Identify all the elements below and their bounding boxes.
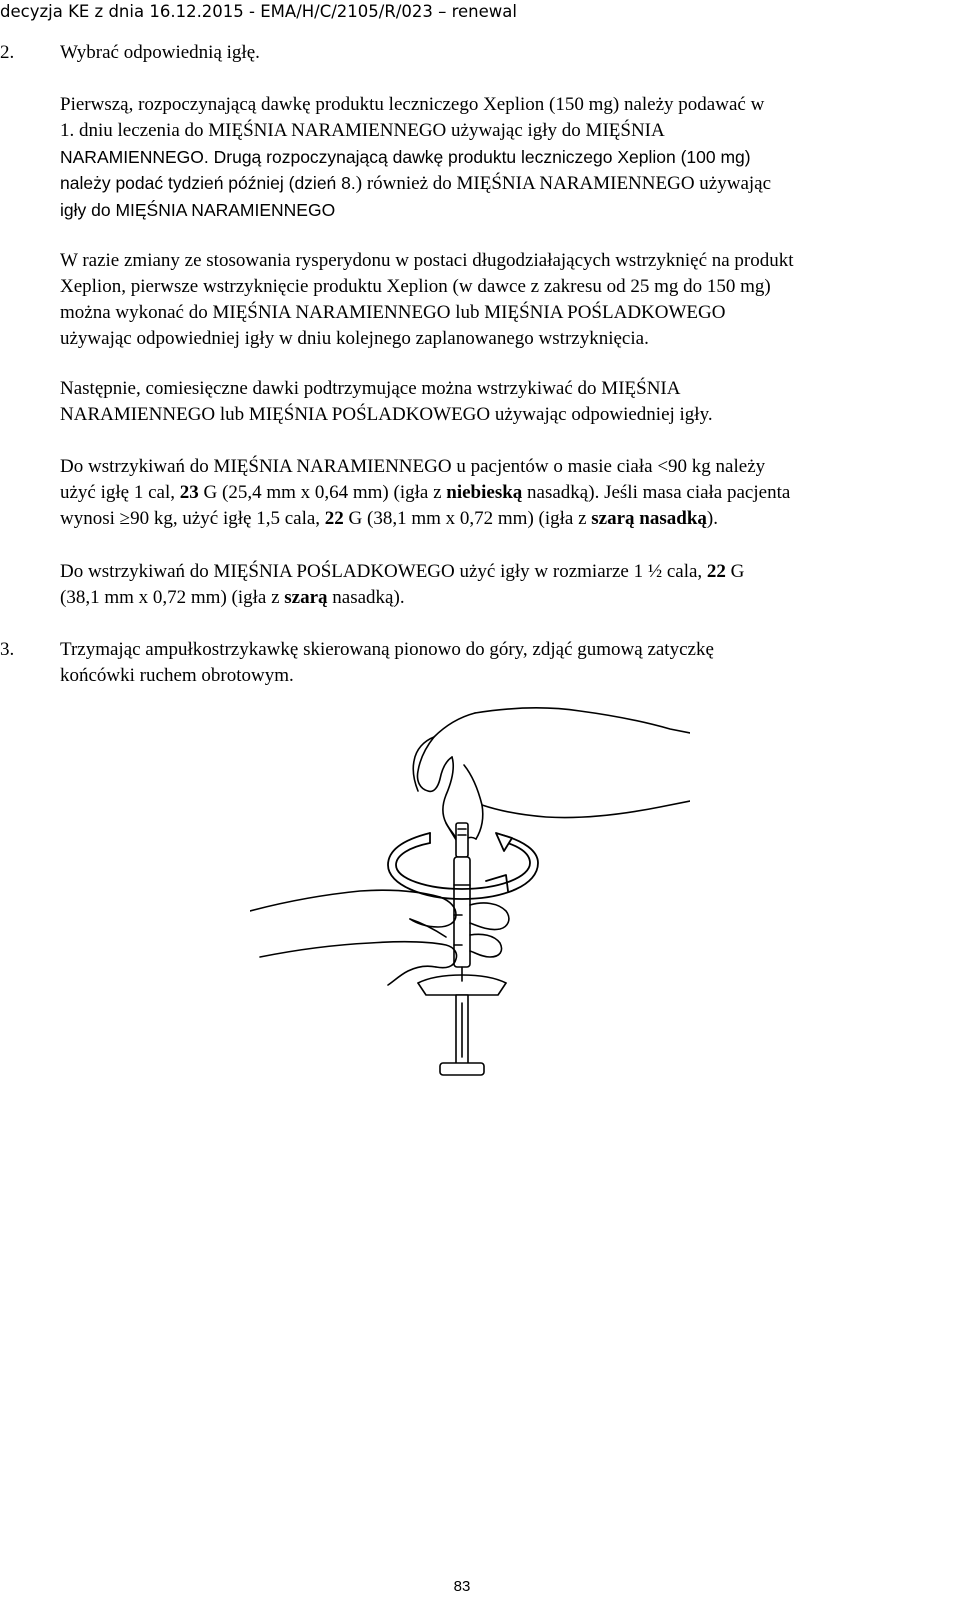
paragraph-gluteal-needle: Do wstrzykiwań do MIĘŚNIA POŚLADKOWEGO użyć igły w rozmiarze 1 ½ cala, 22 G (38,1 mm x 0,72 mm) (igła z szarą nasadką). — [60, 561, 745, 608]
paragraph-initial-doses: Pierwszą, rozpoczynającą dawkę produktu leczniczego Xeplion (150 mg) należy podawać w 1. dniu leczenia do MIĘŚNIA NARAMIENNEGO używając igły do MIĘŚNIA — [60, 94, 765, 141]
paragraph-switching: W razie zmiany ze stosowania rysperydonu w postaci długodziałających wstrzyknięć na produkt Xeplion, pierwsze wstrzyknięcie produktu Xeplion (w dawce z zakresu od 25 mg do 150 mg) można wykonać do MIĘŚNIA NARAMIENNEGO lub MIĘŚNIA POŚLADKOWEGO używając odpowiedniej igły w dniu kolejnego zaplanowanego wstrzyknięcia. — [60, 250, 794, 349]
step-2-title: Wybrać odpowiednią igłę. — [60, 42, 260, 63]
step-3-number: 3. — [0, 639, 15, 660]
paragraph-second-dose: NARAMIENNEGO. Drugą rozpoczynającą dawkę produktu leczniczego Xeplion (100 mg) należy podać tydzień później (dzień 8.) również do MIĘŚNIA NARAMIENNEGO używając igły do MIĘŚNIA NARAMIENNEGO — [60, 147, 772, 220]
greater-equal-symbol: ≥ — [119, 508, 131, 529]
syringe-icon — [418, 823, 506, 1075]
step-3-text: Trzymając ampułkostrzykawkę skierowaną pionowo do góry, zdjąć gumową zatyczkę końcówki ruchem obrotowym. — [60, 639, 714, 686]
paragraph-deltoid-needle: Do wstrzykiwań do MIĘŚNIA NARAMIENNEGO u pacjentów o masie ciała <90 kg należy użyć igłę 1 cal, 23 G (25,4 mm x 0,64 mm) (igła z niebieską nasadką). Jeśli masa ciała pacjenta wynosi ≥90 kg, użyć igłę 1,5 cala, 22 G (38,1 mm x 0,72 mm) (igła z szarą nasadką). — [60, 456, 791, 529]
page-number: 83 — [453, 1578, 471, 1595]
upper-hand-icon — [413, 708, 690, 845]
paragraph-maintenance: Następnie, comiesięczne dawki podtrzymujące można wstrzykiwać do MIĘŚNIA NARAMIENNEGO lub MIĘŚNIA POŚLADKOWEGO używając odpowiedniej igły. — [60, 378, 713, 425]
syringe-cap-removal-illustration — [250, 705, 690, 1095]
step-2-number: 2. — [0, 42, 15, 63]
document-header: decyzja KE z dnia 16.12.2015 - EMA/H/C/2105/R/023 – renewal — [0, 2, 517, 21]
